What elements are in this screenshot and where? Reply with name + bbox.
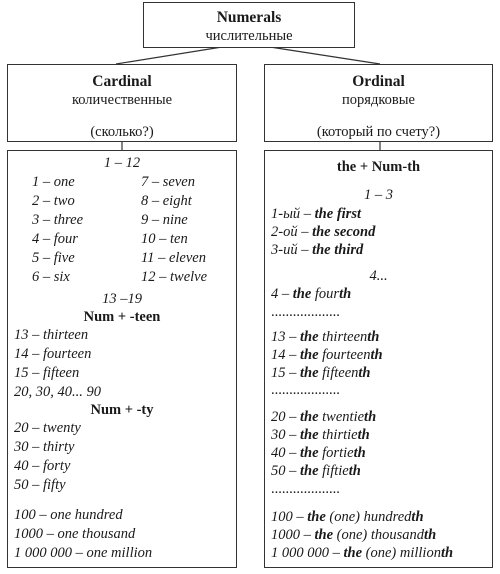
cardinal-item: 7 – seven	[141, 174, 195, 190]
cardinal-teen-rule: Num + -teen	[83, 309, 161, 325]
ordinal-ty-item: 50 – the fiftieth	[271, 463, 361, 479]
cardinal-item: 4 – four	[32, 231, 78, 247]
cardinal-ty-rule: Num + -ty	[90, 402, 154, 418]
ordinal-ty-item: 30 – the thirtieth	[271, 427, 370, 443]
ordinal-ty-item: 40 – the fortieth	[271, 445, 366, 461]
ordinal-big-item: 100 – the (one) hundredth	[271, 509, 424, 525]
cardinal-header-box	[7, 64, 237, 142]
cardinal-big-item: 1 000 000 – one million	[14, 545, 153, 561]
ordinal-special-item: 3-ий – the third	[271, 242, 364, 258]
cardinal-item: 10 – ten	[141, 231, 188, 247]
cardinal-range-1-12: 1 – 12	[103, 155, 141, 171]
root-title: Numerals	[216, 9, 282, 26]
ordinal-dots: ...................	[271, 481, 340, 497]
ordinal-header-box	[264, 64, 493, 142]
ordinal-big-item: 1000 – the (one) thousandth	[271, 527, 437, 543]
cardinal-item: 5 – five	[32, 250, 75, 266]
cardinal-range-13-19: 13 –19	[102, 291, 142, 307]
ordinal-teen-item: 13 – the thirteenth	[271, 329, 380, 345]
ordinal-teen-item: 14 – the fourteenth	[271, 347, 383, 363]
ordinal-subtitle: порядковые	[342, 92, 415, 108]
cardinal-item: 1 – one	[32, 174, 75, 190]
ordinal-question: (который по счету?)	[316, 124, 441, 140]
ordinal-range-1-3: 1 – 3	[364, 187, 393, 203]
ordinal-range-4: 4...	[369, 268, 388, 284]
cardinal-ty-item: 40 – forty	[14, 458, 71, 474]
numerals-root-box	[143, 2, 355, 48]
ordinal-rule: the + Num-th	[336, 159, 421, 175]
cardinal-big-item: 100 – one hundred	[14, 507, 123, 523]
cardinal-item: 12 – twelve	[141, 269, 208, 285]
ordinal-ty-item: 20 – the twentieth	[271, 409, 377, 425]
cardinal-item: 6 – six	[32, 269, 70, 285]
ordinal-big-item: 1 000 000 – the (one) millionth	[271, 545, 454, 561]
cardinal-tens-list: 20, 30, 40... 90	[14, 384, 101, 400]
ordinal-title: Ordinal	[352, 73, 405, 90]
cardinal-ty-item: 20 – twenty	[14, 420, 81, 436]
cardinal-item: 11 – eleven	[141, 250, 206, 266]
cardinal-teen-item: 14 – fourteen	[14, 346, 92, 362]
cardinal-big-item: 1000 – one thousand	[14, 526, 136, 542]
ordinal-fourth-item: 4 – the fourth	[271, 286, 352, 302]
cardinal-teen-item: 15 – fifteen	[14, 365, 80, 381]
cardinal-item: 3 – three	[32, 212, 84, 228]
ordinal-dots: ...................	[271, 304, 340, 320]
ordinal-dots: ...................	[271, 382, 340, 398]
cardinal-ty-item: 50 – fifty	[14, 477, 66, 493]
ordinal-special-item: 2-ой – the second	[271, 224, 376, 240]
ordinal-teen-item: 15 – the fifteenth	[271, 365, 371, 381]
cardinal-ty-item: 30 – thirty	[14, 439, 75, 455]
cardinal-question: (сколько?)	[90, 124, 154, 140]
root-subtitle: числительные	[205, 28, 293, 44]
cardinal-teen-item: 13 – thirteen	[14, 327, 89, 343]
cardinal-item: 9 – nine	[141, 212, 188, 228]
ordinal-special-item: 1-ый – the first	[271, 206, 361, 222]
cardinal-subtitle: количественные	[71, 92, 173, 108]
cardinal-item: 8 – eight	[141, 193, 192, 209]
cardinal-title: Cardinal	[92, 73, 152, 90]
cardinal-item: 2 – two	[32, 193, 75, 209]
